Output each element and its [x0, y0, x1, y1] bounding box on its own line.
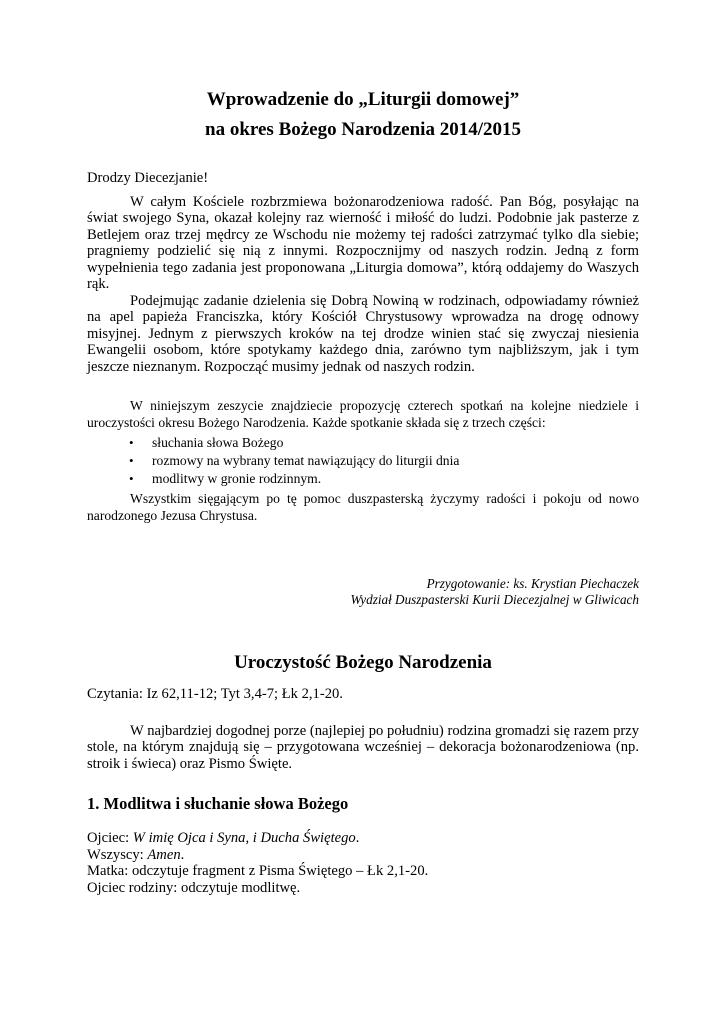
prayer-line	[87, 863, 639, 880]
speaker: Wszyscy:	[87, 846, 148, 863]
prayer-lines	[87, 830, 639, 896]
greeting: Drodzy Diecezjanie!	[87, 170, 209, 186]
intro-paragraph-4: Wszystkim sięgającym po tę pomoc duszpasterską życzymy radości i pokoju od nowo narodzonego Jezusa Chrystusa.	[87, 491, 639, 523]
document-title	[87, 85, 639, 145]
prayer-text: Amen	[147, 846, 181, 863]
signature-author: Przygotowanie: ks. Krystian Piechaczek	[426, 576, 639, 591]
list-item: • modlitwy w gronie rodzinnym.	[87, 470, 639, 488]
readings: Czytania: Iz 62,11-12; Tyt 3,4-7; Łk 2,1-20.	[87, 686, 343, 702]
intro-section	[87, 170, 639, 375]
speaker: Matka:	[87, 863, 132, 879]
prayer-text: W imię Ojca i Syna, i Ducha Świętego	[132, 830, 356, 846]
intro-paragraph-3: W niniejszym zeszycie znajdziecie propozycję czterech spotkań na kolejne niedziele i uroczystości okresu Bożego Narodzenia. Każde spotkanie składa się z trzech części:	[87, 398, 639, 430]
section-heading: Uroczystość Bożego Narodzenia	[234, 652, 492, 673]
subsection-heading: 1. Modlitwa i słuchanie słowa Bożego	[87, 794, 349, 813]
meetings-section	[87, 398, 639, 524]
prayer-line	[87, 880, 639, 897]
punct: .	[355, 830, 360, 846]
section-paragraph: W najbardziej dogodnej porze (najlepiej po południu) rodzina gromadzi się razem przy stole, na którym znajdują się – przygotowana wcześniej – dekoracja bożonarodzeniowa (np. stroik i świeca) oraz Pismo Święte.	[87, 722, 639, 772]
punct: .	[180, 846, 185, 863]
christmas-section	[87, 652, 639, 896]
list-item: • rozmowy na wybrany temat nawiązujący do liturgii dnia	[87, 452, 639, 470]
parts-list	[87, 434, 639, 488]
title-line-1: Wprowadzenie do „Liturgii domowej”	[206, 89, 520, 110]
list-item: • słuchania słowa Bożego	[87, 434, 639, 452]
prayer-text: odczytuje modlitwę.	[181, 879, 301, 896]
prayer-text: odczytuje fragment z Pisma Świętego – Łk 2,1-20.	[132, 863, 429, 879]
signature-block	[87, 576, 639, 608]
speaker: Ojciec:	[87, 830, 133, 846]
signature-department: Wydział Duszpasterski Kurii Diecezjalnej w Gliwicach	[350, 592, 639, 607]
intro-paragraph-1: W całym Kościele rozbrzmiewa bożonarodzeniowa radość. Pan Bóg, posyłając na świat swojego Syna, okazał kolejny raz wierność i miłość do ludzi. Podobnie jak pasterze z Betlejem oraz trzej mędrcy ze Wschodu nie możemy tej radości zatrzymać tylko dla siebie; pragniemy podzielić się nią z innymi. Rozpocznijmy od naszych rodzin. Jedną z form wypełnienia tego zadania jest proponowana „Liturgia domowa”, którą oddajemy do Waszych rąk.	[87, 193, 639, 292]
intro-paragraph-2: Podejmując zadanie dzielenia się Dobrą Nowiną w rodzinach, odpowiadamy również na apel papieża Franciszka, który Kościół Chrystusowy wprowadza na drogę odnowy misyjnej. Jednym z pierwszych kroków na tej drodze winien stać się zwyczaj niesienia Ewangelii osobom, które spotykamy każdego dnia, zarówno tym najbliższym, jak i tym jeszcze nieznanym. Rozpocząć musimy jednak od naszych rodzin.	[87, 292, 639, 375]
prayer-line	[87, 830, 639, 847]
speaker: Ojciec rodziny:	[87, 879, 182, 896]
prayer-line	[87, 847, 639, 864]
title-line-2: na okres Bożego Narodzenia 2014/2015	[205, 119, 521, 140]
